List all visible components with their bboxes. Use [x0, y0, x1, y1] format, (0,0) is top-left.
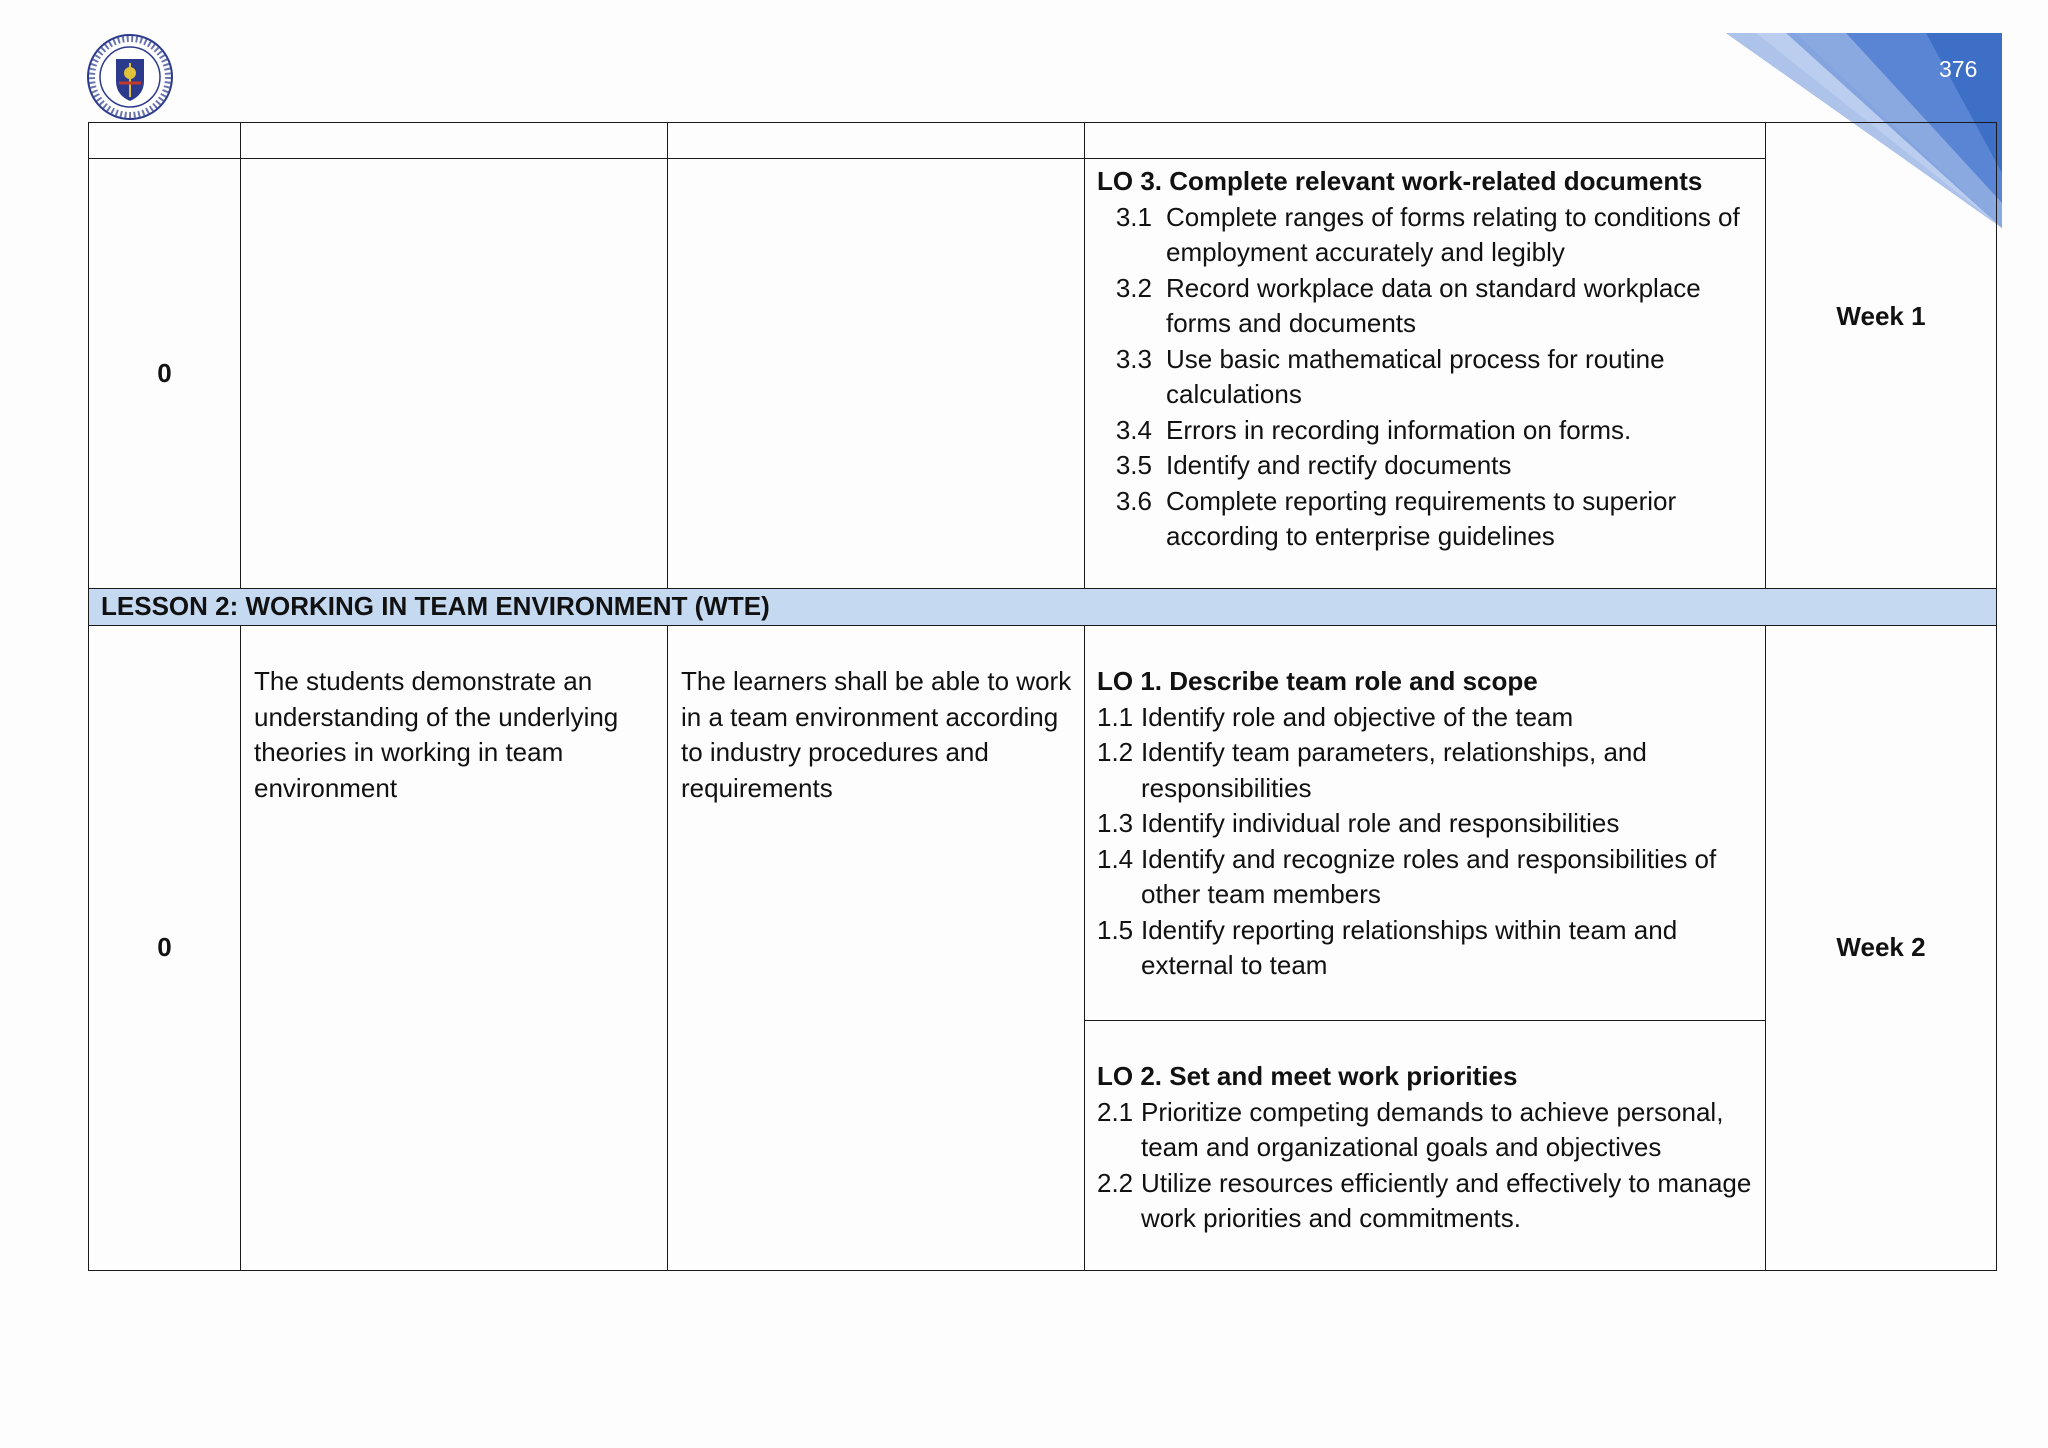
lo-item-number: 1.3 — [1097, 808, 1134, 838]
row-number: 0 — [157, 932, 172, 963]
lo-item-number: 1.5 — [1097, 914, 1134, 945]
table-row — [89, 159, 1997, 589]
lo-item — [1097, 842, 1755, 913]
learning-outcome-cell — [1085, 626, 1766, 1021]
week-cell — [1766, 123, 1997, 589]
blank-cell — [1085, 123, 1766, 159]
week-label: Week 2 — [1836, 932, 1926, 963]
lo-item-text: Identify and rectify documents — [1166, 450, 1512, 480]
lo-item — [1097, 448, 1757, 484]
lo-item-text: Utilize resources efficiently and effectively to manage work priorities and commitments. — [1141, 1167, 1752, 1233]
lo-item-number: 3.3 — [1115, 343, 1152, 374]
content-standard-cell — [241, 626, 668, 1271]
lo-item-text: Identify role and objective of the team — [1141, 701, 1574, 732]
lo-item-number: 3.2 — [1115, 272, 1152, 303]
lo-item-number: 3.4 — [1115, 414, 1152, 445]
lesson-title: LESSON 2: WORKING IN TEAM ENVIRONMENT (WTE) — [89, 589, 1997, 626]
lo-item-text: Use basic mathematical process for routine calculations — [1166, 343, 1665, 409]
lo-item — [1097, 413, 1757, 449]
lo-item-text: Identify reporting relationships within team and external to team — [1141, 914, 1678, 980]
lo-item-text: Identify team parameters, relationships, and responsibilities — [1141, 737, 1647, 803]
lo-item — [1097, 200, 1757, 271]
lo-item — [1097, 1166, 1755, 1237]
lo-item-number: 3.5 — [1115, 450, 1152, 480]
lo-item-number: 3.6 — [1115, 485, 1152, 516]
deped-seal-icon — [86, 33, 174, 121]
row-number: 0 — [157, 357, 172, 388]
lo-item-text: Prioritize competing demands to achieve personal, team and organizational goals and objectives — [1141, 1096, 1724, 1162]
learning-outcome-cell — [1085, 1021, 1766, 1271]
lo-item-text: Errors in recording information on forms. — [1166, 414, 1632, 445]
lo-title: LO 2. Set and meet work priorities — [1097, 1061, 1518, 1091]
lo-item — [1097, 484, 1757, 555]
lo-item-text: Complete ranges of forms relating to conditions of employment accurately and legibly — [1166, 201, 1740, 267]
lo-item — [1097, 342, 1757, 413]
performance-standard-cell — [668, 159, 1085, 589]
content-standard-text: The students demonstrate an understanding of the underlying theories in working in team environment — [254, 666, 619, 803]
lo-item — [1097, 700, 1755, 736]
week-cell — [1766, 626, 1997, 1271]
lo-item-number: 1.4 — [1097, 843, 1134, 874]
blank-cell — [89, 123, 241, 159]
lo-title: LO 3. Complete relevant work-related documents — [1097, 166, 1703, 196]
blank-cell — [241, 123, 668, 159]
performance-standard-text: The learners shall be able to work in a team environment according to industry procedures and requirements — [681, 666, 1072, 803]
lo-item-number: 3.1 — [1115, 201, 1152, 232]
learning-outcome-cell — [1085, 159, 1766, 589]
lo-item — [1097, 913, 1755, 984]
table-row — [89, 626, 1997, 1021]
lo-item — [1097, 271, 1757, 342]
lo-item-number: 1.2 — [1097, 737, 1134, 767]
lo-item — [1097, 735, 1755, 806]
lo-item-number: 2.1 — [1097, 1096, 1134, 1127]
lo-item-text: Record workplace data on standard workplace forms and documents — [1166, 272, 1701, 338]
content-standard-cell — [241, 159, 668, 589]
lo-item-number: 1.1 — [1097, 701, 1134, 732]
lesson-row — [89, 589, 1997, 626]
lo-item-number: 2.2 — [1097, 1167, 1134, 1198]
lo-item-text: Complete reporting requirements to superior according to enterprise guidelines — [1166, 485, 1677, 551]
lo-item-text: Identify individual role and responsibilities — [1141, 808, 1620, 838]
curriculum-guide-table — [88, 122, 1997, 1271]
week-label: Week 1 — [1836, 300, 1926, 331]
blank-cell — [668, 123, 1085, 159]
lo-item-text: Identify and recognize roles and responsibilities of other team members — [1141, 843, 1717, 909]
header-blank-row — [89, 123, 1997, 159]
lo-item — [1097, 806, 1755, 842]
row-number-cell — [89, 159, 241, 589]
performance-standard-cell — [668, 626, 1085, 1271]
lo-title: LO 1. Describe team role and scope — [1097, 666, 1538, 696]
row-number-cell — [89, 626, 241, 1271]
page-number: 376 — [1939, 56, 1978, 82]
lo-item — [1097, 1095, 1755, 1166]
